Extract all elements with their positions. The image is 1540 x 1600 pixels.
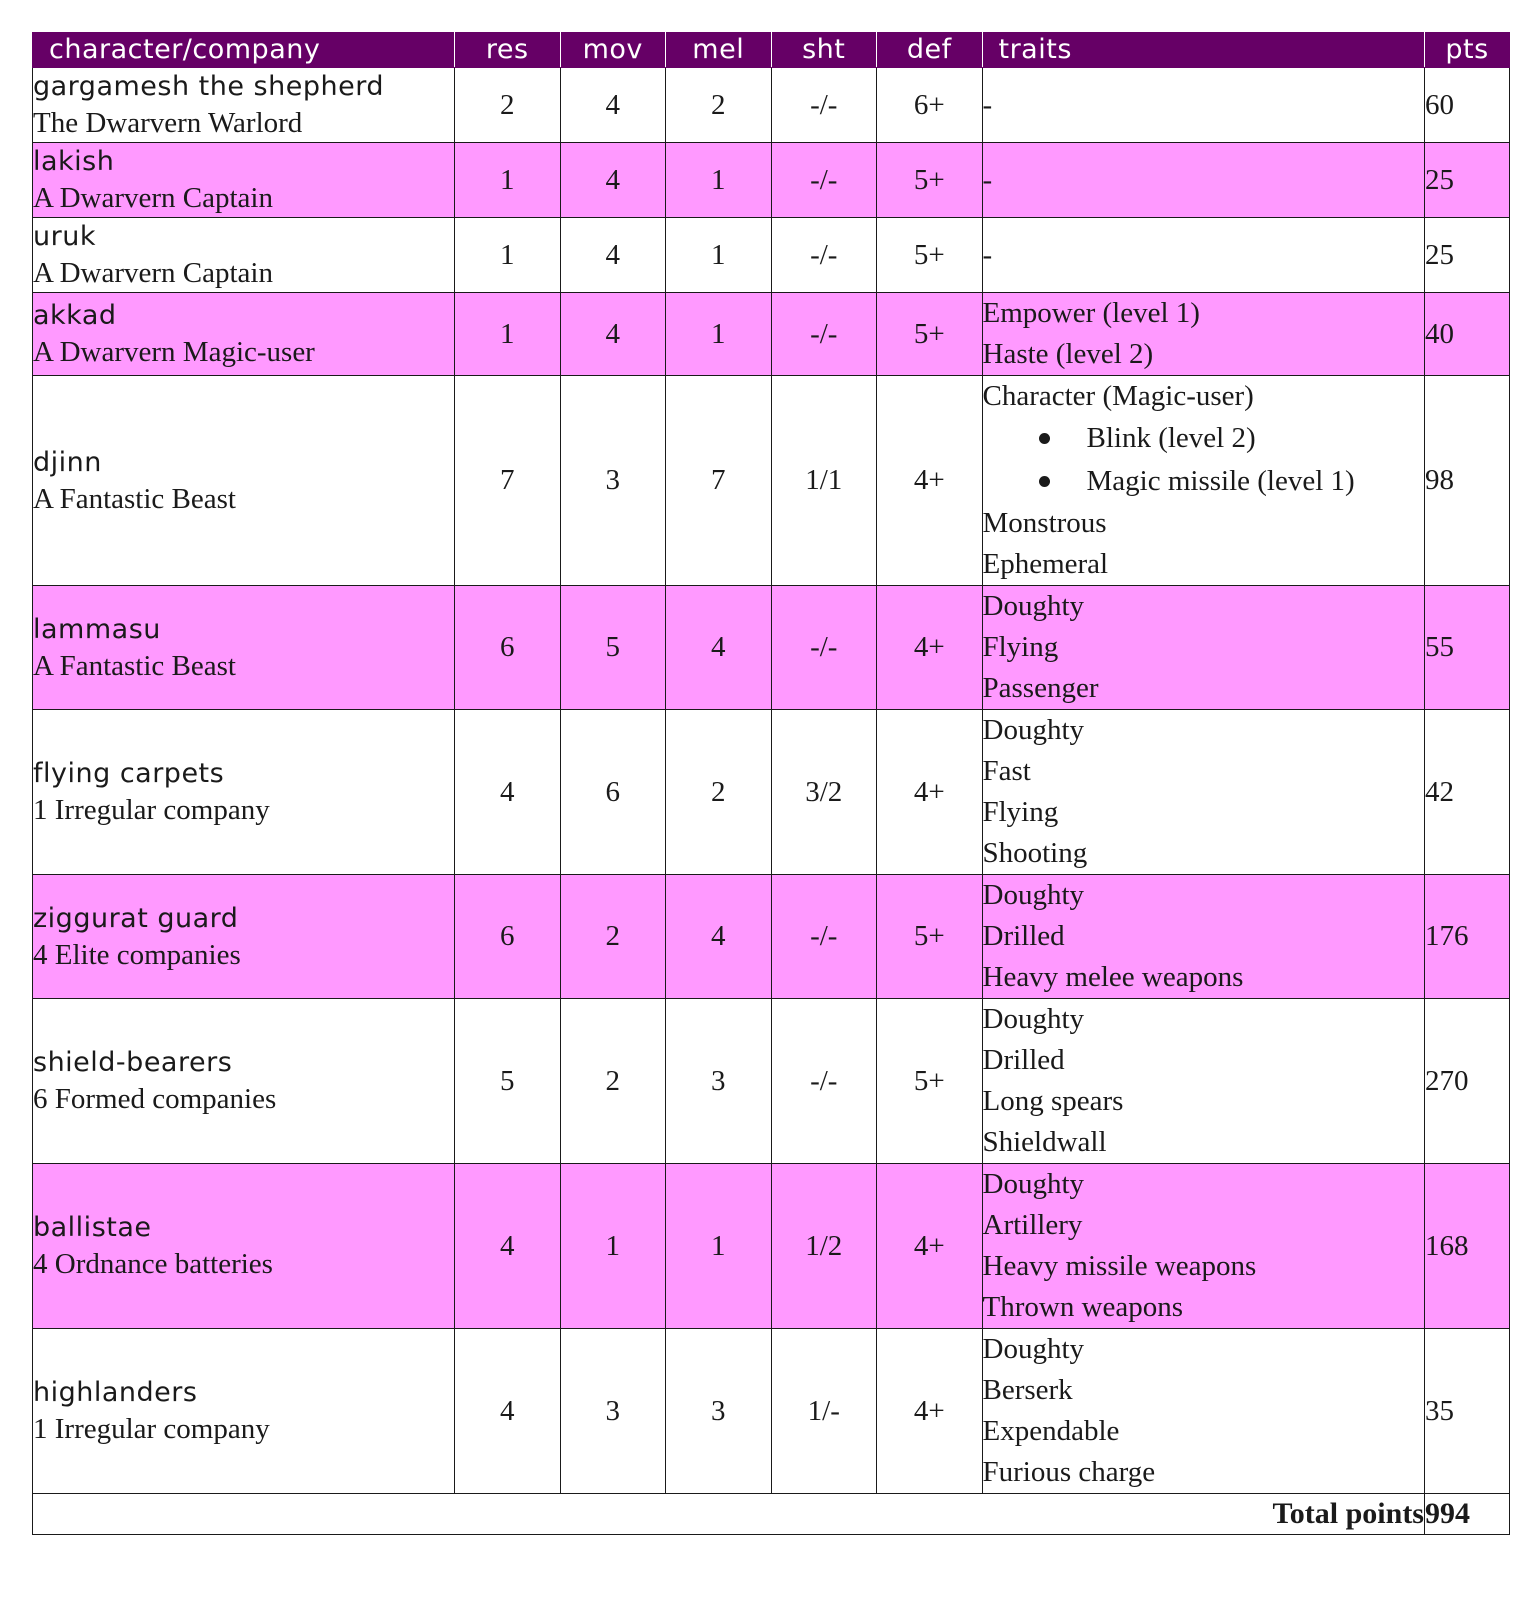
stat-res: 1 xyxy=(455,293,561,376)
header-mel: mel xyxy=(666,33,772,68)
unit-name-cell xyxy=(33,143,455,218)
header-res: res xyxy=(455,33,561,68)
trait-item: - xyxy=(982,163,993,196)
unit-points: 98 xyxy=(1424,376,1509,586)
trait-item: Long spears xyxy=(982,1085,1124,1117)
unit-row xyxy=(33,999,1510,1164)
trait-item: Haste (level 2) xyxy=(982,338,1154,370)
unit-name: lammasu xyxy=(33,613,161,645)
stat-mov: 4 xyxy=(560,143,666,218)
unit-name: gargamesh the shepherd xyxy=(33,71,384,102)
trait-item: - xyxy=(982,88,993,121)
stat-mel: 1 xyxy=(666,218,772,293)
unit-row xyxy=(33,710,1510,875)
traits-cell xyxy=(982,293,1424,376)
traits-cell xyxy=(982,1164,1424,1329)
unit-name: flying carpets xyxy=(33,758,225,789)
trait-item: Doughty xyxy=(982,590,1084,622)
stat-sht: 1/2 xyxy=(771,1164,877,1329)
trait-item: Character (Magic-user) xyxy=(982,380,1254,412)
unit-name-cell xyxy=(33,293,455,376)
trait-item: Thrown weapons xyxy=(982,1291,1184,1323)
unit-name: lakish xyxy=(33,146,115,177)
stat-def: 6+ xyxy=(877,68,983,143)
stat-def: 5+ xyxy=(877,999,983,1164)
trait-sub-item xyxy=(983,417,1424,460)
stat-mov: 4 xyxy=(560,68,666,143)
unit-name: shield-bearers xyxy=(33,1047,233,1078)
stat-def: 4+ xyxy=(877,586,983,710)
unit-row xyxy=(33,376,1510,586)
army-roster-table xyxy=(32,32,1510,1535)
unit-name: ballistae xyxy=(33,1212,152,1243)
unit-name: highlanders xyxy=(33,1377,198,1408)
trait-text: Magic missile (level 1) xyxy=(1086,465,1355,497)
unit-type: A Dwarvern Captain xyxy=(33,257,273,289)
unit-row xyxy=(33,1164,1510,1329)
stat-mov: 4 xyxy=(560,218,666,293)
stat-sht: -/- xyxy=(771,999,877,1164)
unit-name-cell xyxy=(33,999,455,1164)
stat-sht: -/- xyxy=(771,68,877,143)
header-character-company: character/company xyxy=(33,33,455,68)
trait-item: Doughty xyxy=(982,1333,1084,1365)
trait-item: Monstrous xyxy=(982,507,1107,539)
bullet-icon xyxy=(1039,476,1050,487)
unit-name-cell xyxy=(33,710,455,875)
unit-name-cell xyxy=(33,586,455,710)
unit-name: uruk xyxy=(33,221,96,252)
stat-mov: 5 xyxy=(560,586,666,710)
trait-item: - xyxy=(982,238,993,271)
trait-item: Heavy missile weapons xyxy=(982,1250,1257,1282)
unit-name-cell xyxy=(33,1329,455,1494)
stat-mel: 1 xyxy=(666,1164,772,1329)
stat-res: 4 xyxy=(455,710,561,875)
trait-item: Furious charge xyxy=(982,1456,1156,1488)
stat-mel: 2 xyxy=(666,710,772,875)
stat-mov: 3 xyxy=(560,376,666,586)
stat-def: 4+ xyxy=(877,376,983,586)
unit-points: 55 xyxy=(1424,586,1509,710)
unit-points: 60 xyxy=(1424,68,1509,143)
stat-sht: -/- xyxy=(771,293,877,376)
trait-item: Fast xyxy=(982,755,1031,787)
stat-res: 4 xyxy=(455,1329,561,1494)
trait-item: Doughty xyxy=(982,714,1084,746)
unit-name-cell xyxy=(33,68,455,143)
unit-points: 25 xyxy=(1424,143,1509,218)
traits-cell xyxy=(982,875,1424,999)
unit-name-cell xyxy=(33,875,455,999)
unit-type: 4 Elite companies xyxy=(33,938,241,971)
traits-cell xyxy=(982,710,1424,875)
traits-cell xyxy=(982,143,1424,218)
stat-res: 1 xyxy=(455,143,561,218)
unit-row xyxy=(33,1329,1510,1494)
stat-res: 4 xyxy=(455,1164,561,1329)
stat-sht: -/- xyxy=(771,875,877,999)
unit-name: djinn xyxy=(33,446,102,478)
stat-def: 4+ xyxy=(877,1164,983,1329)
stat-res: 6 xyxy=(455,586,561,710)
stat-def: 5+ xyxy=(877,293,983,376)
stat-mel: 1 xyxy=(666,143,772,218)
trait-item: Passenger xyxy=(982,672,1099,704)
unit-points: 270 xyxy=(1424,999,1509,1164)
unit-type: A Dwarvern Magic-user xyxy=(33,336,315,368)
trait-item: Artillery xyxy=(982,1209,1083,1241)
stat-mov: 2 xyxy=(560,999,666,1164)
trait-item: Drilled xyxy=(982,1044,1065,1076)
bullet-icon xyxy=(1039,433,1050,444)
stat-def: 5+ xyxy=(877,875,983,999)
stat-sht: -/- xyxy=(771,143,877,218)
unit-name: akkad xyxy=(33,300,117,331)
traits-cell xyxy=(982,218,1424,293)
unit-points: 42 xyxy=(1424,710,1509,875)
unit-type: 1 Irregular company xyxy=(33,1413,270,1445)
unit-points: 25 xyxy=(1424,218,1509,293)
trait-item: Expendable xyxy=(982,1415,1120,1447)
stat-sht: -/- xyxy=(771,586,877,710)
stat-sht: 3/2 xyxy=(771,710,877,875)
stat-mov: 4 xyxy=(560,293,666,376)
stat-def: 5+ xyxy=(877,218,983,293)
stat-mov: 3 xyxy=(560,1329,666,1494)
unit-points: 40 xyxy=(1424,293,1509,376)
stat-mel: 4 xyxy=(666,586,772,710)
unit-name: ziggurat guard xyxy=(33,902,239,934)
trait-item: Shooting xyxy=(982,837,1088,869)
traits-cell xyxy=(982,1329,1424,1494)
stat-sht: 1/1 xyxy=(771,376,877,586)
total-points-value: 994 xyxy=(1424,1494,1509,1535)
trait-item: Ephemeral xyxy=(982,548,1109,580)
stat-res: 7 xyxy=(455,376,561,586)
header-mov: mov xyxy=(560,33,666,68)
trait-item: Flying xyxy=(982,796,1059,828)
unit-type: A Dwarvern Captain xyxy=(33,182,273,214)
stat-res: 5 xyxy=(455,999,561,1164)
stat-mel: 3 xyxy=(666,1329,772,1494)
unit-row xyxy=(33,218,1510,293)
stat-sht: 1/- xyxy=(771,1329,877,1494)
trait-sub-item xyxy=(983,460,1424,503)
unit-type: A Fantastic Beast xyxy=(33,482,236,515)
trait-item: Doughty xyxy=(982,1003,1084,1035)
stat-mel: 7 xyxy=(666,376,772,586)
trait-item: Flying xyxy=(982,631,1059,663)
traits-cell xyxy=(982,999,1424,1164)
unit-name-cell xyxy=(33,1164,455,1329)
trait-text: Blink (level 2) xyxy=(1086,422,1256,454)
trait-item: Berserk xyxy=(982,1374,1073,1406)
stat-mel: 2 xyxy=(666,68,772,143)
stat-mov: 6 xyxy=(560,710,666,875)
trait-item: Doughty xyxy=(982,1168,1084,1200)
unit-type: A Fantastic Beast xyxy=(33,649,236,682)
traits-cell xyxy=(982,586,1424,710)
trait-item: Drilled xyxy=(982,920,1065,952)
unit-row xyxy=(33,586,1510,710)
trait-item: Heavy melee weapons xyxy=(982,961,1244,993)
stat-mel: 4 xyxy=(666,875,772,999)
stat-res: 2 xyxy=(455,68,561,143)
unit-row xyxy=(33,143,1510,218)
unit-type: 6 Formed companies xyxy=(33,1083,277,1115)
table-header-row xyxy=(33,33,1510,68)
stat-res: 1 xyxy=(455,218,561,293)
unit-name-cell xyxy=(33,218,455,293)
traits-cell xyxy=(982,68,1424,143)
trait-item: Shieldwall xyxy=(982,1126,1107,1158)
total-points-label: Total points xyxy=(33,1494,1425,1535)
header-traits: traits xyxy=(982,33,1424,68)
stat-res: 6 xyxy=(455,875,561,999)
unit-name-cell xyxy=(33,376,455,586)
header-pts: pts xyxy=(1424,33,1509,68)
total-row xyxy=(33,1494,1510,1535)
stat-def: 4+ xyxy=(877,710,983,875)
unit-points: 35 xyxy=(1424,1329,1509,1494)
unit-row xyxy=(33,68,1510,143)
roster-body xyxy=(33,68,1510,1494)
stat-mov: 2 xyxy=(560,875,666,999)
header-def: def xyxy=(877,33,983,68)
stat-def: 4+ xyxy=(877,1329,983,1494)
unit-row xyxy=(33,875,1510,999)
unit-points: 176 xyxy=(1424,875,1509,999)
stat-mel: 3 xyxy=(666,999,772,1164)
stat-mel: 1 xyxy=(666,293,772,376)
unit-row xyxy=(33,293,1510,376)
trait-item: Doughty xyxy=(982,879,1084,911)
stat-sht: -/- xyxy=(771,218,877,293)
unit-type: The Dwarvern Warlord xyxy=(33,107,303,139)
stat-def: 5+ xyxy=(877,143,983,218)
header-sht: sht xyxy=(771,33,877,68)
unit-type: 1 Irregular company xyxy=(33,794,270,826)
trait-item: Empower (level 1) xyxy=(982,297,1200,329)
unit-points: 168 xyxy=(1424,1164,1509,1329)
stat-mov: 1 xyxy=(560,1164,666,1329)
unit-type: 4 Ordnance batteries xyxy=(33,1248,273,1280)
traits-cell xyxy=(982,376,1424,586)
